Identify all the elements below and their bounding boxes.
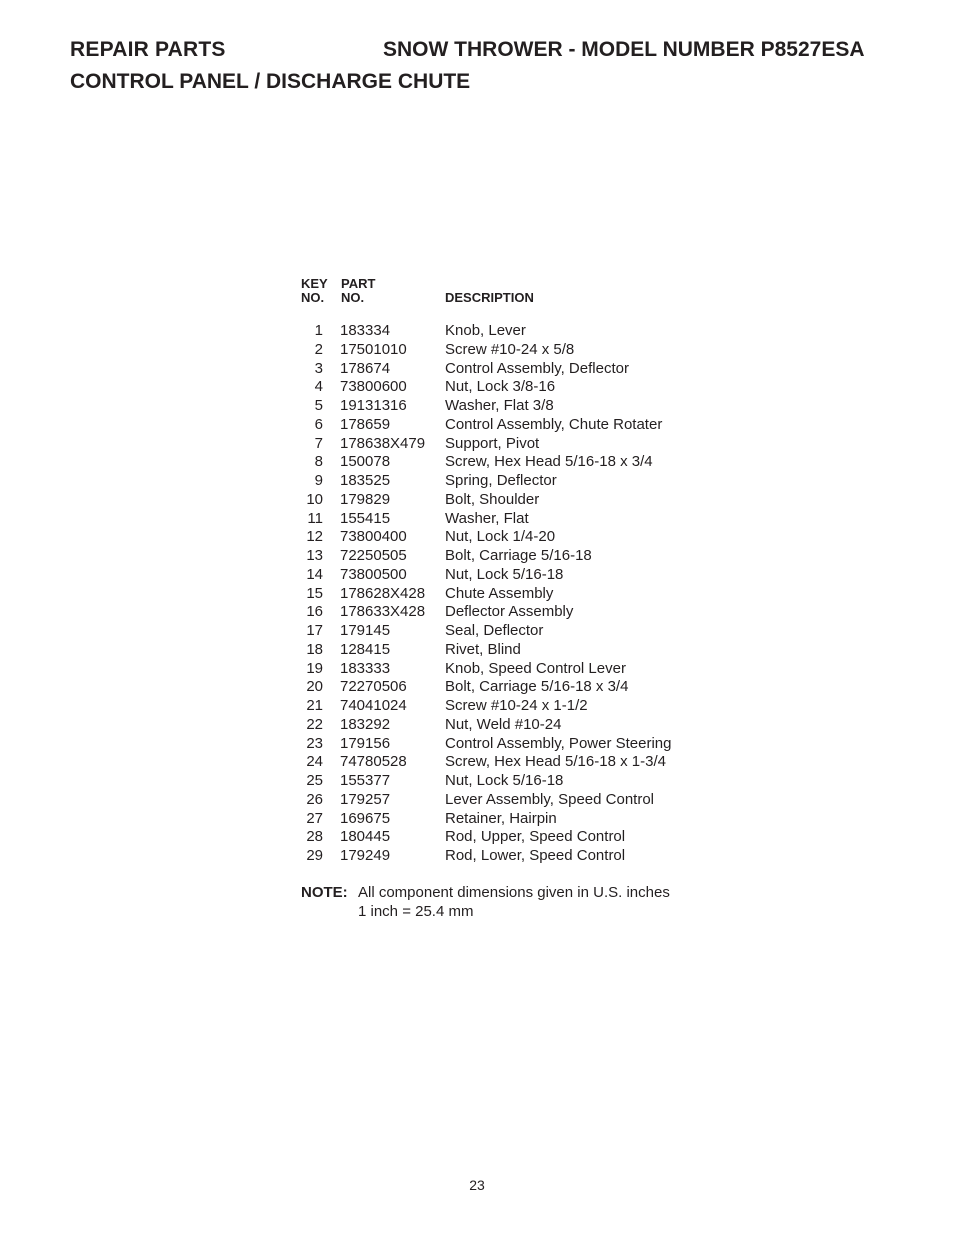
part-description: Retainer, Hairpin xyxy=(445,809,557,827)
part-no: 178638X479 xyxy=(340,434,426,452)
part-no: 73800500 xyxy=(340,565,407,583)
part-no: 179156 xyxy=(340,734,391,752)
part-description: Nut, Lock 5/16-18 xyxy=(445,772,564,789)
part-description: Nut, Lock 1/4-20 xyxy=(445,528,556,546)
part-description: Screw, Hex Head 5/16-18 x 3/4 xyxy=(445,453,653,471)
key-no: 8 xyxy=(314,453,323,471)
product-title xyxy=(383,38,865,62)
part-no: 178633X428 xyxy=(340,603,426,621)
table-row xyxy=(301,641,721,660)
key-no: 16 xyxy=(306,603,323,621)
page-number: 23 xyxy=(469,1177,485,1193)
table-row xyxy=(301,453,721,472)
part-description: Chute Assembly xyxy=(445,584,554,602)
part-description: Nut, Weld #10-24 xyxy=(445,715,562,733)
product-prefix: SNOW THROWER - MODEL NUMBER xyxy=(383,38,761,61)
part-description: Washer, Flat xyxy=(445,509,529,527)
part-description: Rivet, Blind xyxy=(445,640,521,658)
table-row xyxy=(301,791,721,810)
part-description: Lever Assembly, Speed Control xyxy=(445,790,654,808)
description-header: DESCRIPTION xyxy=(445,290,534,305)
key-no: 22 xyxy=(306,715,323,733)
key-no: 20 xyxy=(306,678,323,696)
key-no: 14 xyxy=(306,565,323,583)
key-no: 5 xyxy=(314,397,323,414)
table-row xyxy=(301,603,721,622)
part-description: Control Assembly, Chute Rotater xyxy=(445,415,663,433)
part-no: 183525 xyxy=(340,472,391,489)
part-description: Screw #10-24 x 1-1/2 xyxy=(445,697,588,714)
key-no: 21 xyxy=(306,697,323,714)
table-row xyxy=(301,847,721,866)
part-no: 150078 xyxy=(340,453,391,471)
part-no: 178659 xyxy=(340,415,391,433)
part-description: Nut, Lock 3/8-16 xyxy=(445,378,556,396)
part-description: Bolt, Shoulder xyxy=(445,490,540,508)
key-no: 19 xyxy=(306,659,323,677)
part-description: Washer, Flat 3/8 xyxy=(445,397,554,414)
part-no: 180445 xyxy=(340,828,391,846)
key-no: 24 xyxy=(306,753,323,771)
table-row xyxy=(301,341,721,360)
key-no: 13 xyxy=(306,547,323,564)
key-no: 10 xyxy=(306,490,323,508)
key-no: 11 xyxy=(307,509,323,527)
part-description: Rod, Upper, Speed Control xyxy=(445,828,626,846)
table-row xyxy=(301,528,721,547)
part-description: Screw #10-24 x 5/8 xyxy=(445,340,575,358)
part-description: Knob, Lever xyxy=(445,322,526,339)
part-description: Rod, Lower, Speed Control xyxy=(445,847,626,864)
key-no: 28 xyxy=(306,828,323,846)
table-row xyxy=(301,510,721,529)
table-row xyxy=(301,697,721,716)
part-no: 169675 xyxy=(340,809,391,827)
key-no: 25 xyxy=(306,772,323,789)
key-no: 7 xyxy=(314,434,323,452)
part-description: Nut, Lock 5/16-18 xyxy=(445,565,564,583)
parts-rows xyxy=(301,322,721,866)
key-no: 3 xyxy=(314,359,323,377)
part-no: 179145 xyxy=(340,622,391,639)
part-no: 74041024 xyxy=(340,697,407,714)
table-row xyxy=(301,716,721,735)
part-description: Screw, Hex Head 5/16-18 x 1-3/4 xyxy=(445,753,666,771)
part-no: 128415 xyxy=(340,640,391,658)
part-description: Bolt, Carriage 5/16-18 x 3/4 xyxy=(445,678,629,696)
table-row xyxy=(301,416,721,435)
part-no: 73800600 xyxy=(340,378,407,396)
part-no: 183292 xyxy=(340,715,391,733)
part-description: Bolt, Carriage 5/16-18 xyxy=(445,547,592,564)
part-no: 72270506 xyxy=(340,678,407,696)
part-no: 74780528 xyxy=(340,753,407,771)
table-row xyxy=(301,660,721,679)
table-row xyxy=(301,735,721,754)
table-row xyxy=(301,753,721,772)
table-row xyxy=(301,491,721,510)
part-no: 155377 xyxy=(340,772,391,789)
table-row xyxy=(301,378,721,397)
table-row xyxy=(301,810,721,829)
key-header-line2: NO. xyxy=(301,290,325,305)
part-no: 73800400 xyxy=(340,528,407,546)
part-no: 155415 xyxy=(340,509,391,527)
part-no: 179829 xyxy=(340,490,391,508)
part-description: Spring, Deflector xyxy=(445,472,557,489)
note-line2: 1 inch = 25.4 mm xyxy=(358,903,474,920)
part-header-line1: PART xyxy=(341,276,376,291)
key-no: 26 xyxy=(306,790,323,808)
part-no: 183334 xyxy=(340,322,391,339)
note-label: NOTE: xyxy=(301,884,348,901)
key-no: 1 xyxy=(314,322,323,339)
part-header-line2: NO. xyxy=(341,290,365,305)
part-no: 179257 xyxy=(340,790,391,808)
table-row xyxy=(301,547,721,566)
key-no: 23 xyxy=(306,734,323,752)
key-header-line1: KEY xyxy=(301,276,328,291)
part-no: 179249 xyxy=(340,847,391,864)
part-no: 72250505 xyxy=(340,547,407,564)
table-row xyxy=(301,566,721,585)
key-no: 9 xyxy=(314,472,323,489)
table-row xyxy=(301,322,721,341)
key-no: 15 xyxy=(306,584,323,602)
section-title: REPAIR PARTS xyxy=(70,38,226,61)
table-row xyxy=(301,397,721,416)
key-no: 17 xyxy=(306,622,323,639)
part-description: Control Assembly, Power Steering xyxy=(445,734,672,752)
part-description: Control Assembly, Deflector xyxy=(445,359,629,377)
table-row xyxy=(301,585,721,604)
key-no: 27 xyxy=(306,809,323,827)
model-number: P8527ESA xyxy=(760,38,865,61)
key-no: 18 xyxy=(306,640,323,658)
key-no-header xyxy=(301,277,341,305)
part-no-header xyxy=(341,277,411,305)
note-line1: All component dimensions given in U.S. inches xyxy=(358,884,670,901)
table-row xyxy=(301,472,721,491)
key-no: 4 xyxy=(314,378,323,396)
key-no: 12 xyxy=(306,528,323,546)
table-row xyxy=(301,622,721,641)
part-no: 17501010 xyxy=(340,340,407,358)
part-description: Deflector Assembly xyxy=(445,603,574,621)
key-no: 6 xyxy=(314,415,323,433)
part-no: 178674 xyxy=(340,359,391,377)
part-no: 178628X428 xyxy=(340,584,426,602)
key-no: 2 xyxy=(314,340,323,358)
table-row xyxy=(301,828,721,847)
table-row xyxy=(301,435,721,454)
table-row xyxy=(301,772,721,791)
table-row xyxy=(301,360,721,379)
key-no: 29 xyxy=(306,847,323,864)
part-no: 183333 xyxy=(340,659,391,677)
part-description: Support, Pivot xyxy=(445,434,540,452)
part-description: Knob, Speed Control Lever xyxy=(445,659,626,677)
table-row xyxy=(301,678,721,697)
part-description: Seal, Deflector xyxy=(445,622,544,639)
page-subtitle: CONTROL PANEL / DISCHARGE CHUTE xyxy=(70,70,471,93)
part-no: 19131316 xyxy=(340,397,407,414)
